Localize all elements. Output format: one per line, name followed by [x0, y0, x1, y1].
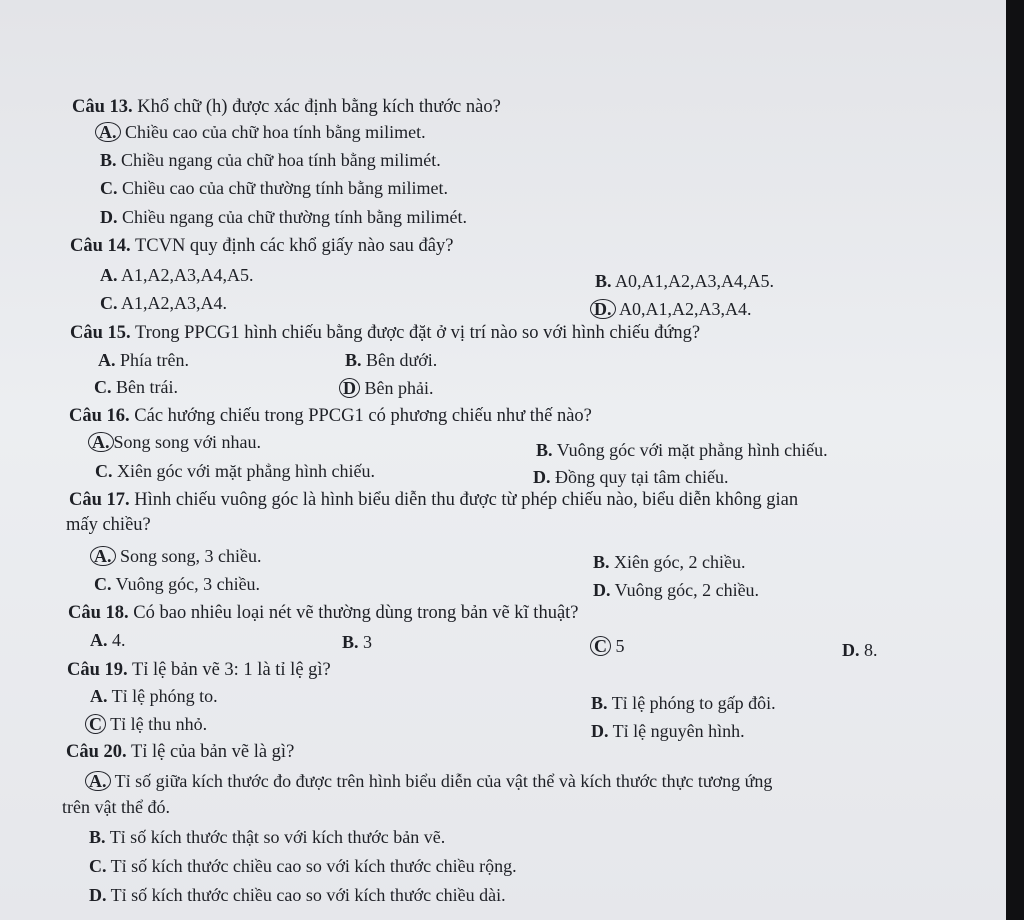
q20-option-d: D. Tỉ số kích thước chiều cao so với kích thước chiều dài.: [89, 885, 506, 905]
q16-option-a: A. Song song với nhau.: [92, 431, 261, 453]
question-13: Câu 13. Khổ chữ (h) được xác định bằng kích thước nào?: [72, 97, 501, 117]
q20-option-c: C. Tỉ số kích thước chiều cao so với kích thước chiều rộng.: [89, 856, 517, 876]
circled-answer-mark: C: [590, 636, 611, 656]
q17-option-d: D. Vuông góc, 2 chiều.: [593, 580, 760, 600]
q18-option-d: D. 8.: [842, 640, 878, 660]
circled-answer-mark: A.: [95, 122, 121, 142]
q19-option-d: D. Tỉ lệ nguyên hình.: [591, 721, 745, 741]
q14-option-a: A. A1,A2,A3,A4,A5.: [100, 265, 254, 285]
q13-option-c: C. Chiều cao của chữ thường tính bằng milimet.: [100, 178, 448, 198]
circled-answer-mark: A.: [85, 771, 111, 791]
question-18: Câu 18. Có bao nhiêu loại nét vẽ thường dùng trong bản vẽ kĩ thuật?: [68, 603, 579, 623]
circled-answer-mark: A.: [90, 546, 116, 566]
q18-option-b: B. 3: [342, 632, 373, 652]
q14-option-b: B. A0,A1,A2,A3,A4,A5.: [595, 271, 775, 291]
q17-option-a: A. Song song, 3 chiều.: [94, 545, 262, 567]
circled-answer-mark: D.: [590, 299, 616, 319]
q15-option-d: D Bên phải.: [343, 377, 434, 399]
question-17: Câu 17. Hình chiếu vuông góc là hình biểu diễn thu được từ phép chiếu nào, biểu diễn không gian: [69, 490, 799, 510]
q13-option-d: D. Chiều ngang của chữ thường tính bằng milimét.: [100, 207, 467, 227]
q15-option-c: C. Bên trái.: [94, 377, 178, 397]
q13-option-a: A. Chiều cao của chữ hoa tính bằng milimet.: [99, 121, 426, 143]
q14-option-c: C. A1,A2,A3,A4.: [100, 293, 228, 313]
q19-option-a: A. Tỉ lệ phóng to.: [90, 686, 218, 706]
question-20: Câu 20. Tỉ lệ của bản vẽ là gì?: [66, 742, 295, 762]
q17-option-b: B. Xiên góc, 2 chiều.: [593, 552, 746, 572]
q15-option-a: A. Phía trên.: [98, 350, 189, 370]
q16-option-b: B. Vuông góc với mặt phẳng hình chiếu.: [536, 440, 828, 460]
q16-option-c: C. Xiên góc với mặt phẳng hình chiếu.: [95, 461, 375, 481]
question-17-continued: mấy chiều?: [66, 515, 151, 535]
circled-answer-mark: D: [339, 378, 360, 398]
q19-option-c: C Tỉ lệ thu nhỏ.: [89, 713, 207, 735]
q18-option-a: A. 4.: [90, 630, 126, 650]
q15-option-b: B. Bên dưới.: [345, 350, 438, 370]
q19-option-b: B. Tỉ lệ phóng to gấp đôi.: [591, 693, 776, 713]
circled-answer-mark: C: [85, 714, 106, 734]
question-14: Câu 14. TCVN quy định các khổ giấy nào sau đây?: [70, 236, 454, 256]
q20-option-b: B. Tỉ số kích thước thật so với kích thước bản vẽ.: [89, 827, 446, 847]
q14-option-d: D. A0,A1,A2,A3,A4.: [594, 298, 752, 320]
q17-option-c: C. Vuông góc, 3 chiều.: [94, 574, 261, 594]
question-15: Câu 15. Trong PPCG1 hình chiếu bằng được đặt ở vị trí nào so với hình chiếu đứng?: [70, 323, 701, 343]
question-19: Câu 19. Tỉ lệ bản vẽ 3: 1 là tỉ lệ gì?: [67, 660, 331, 680]
q13-option-b: B. Chiều ngang của chữ hoa tính bằng milimét.: [100, 150, 441, 170]
q18-option-c: C 5: [594, 635, 625, 657]
circled-answer-mark: A.: [88, 432, 114, 452]
q20-option-a: A. Tỉ số giữa kích thước đo được trên hình biểu diễn của vật thể và kích thước thực tương ứng: [89, 770, 772, 792]
q16-option-d: D. Đồng quy tại tâm chiếu.: [533, 467, 729, 487]
question-16: Câu 16. Các hướng chiếu trong PPCG1 có phương chiếu như thế nào?: [69, 406, 592, 426]
q20-option-a-continued: trên vật thể đó.: [62, 797, 170, 817]
photo-dark-edge: [1006, 0, 1024, 920]
